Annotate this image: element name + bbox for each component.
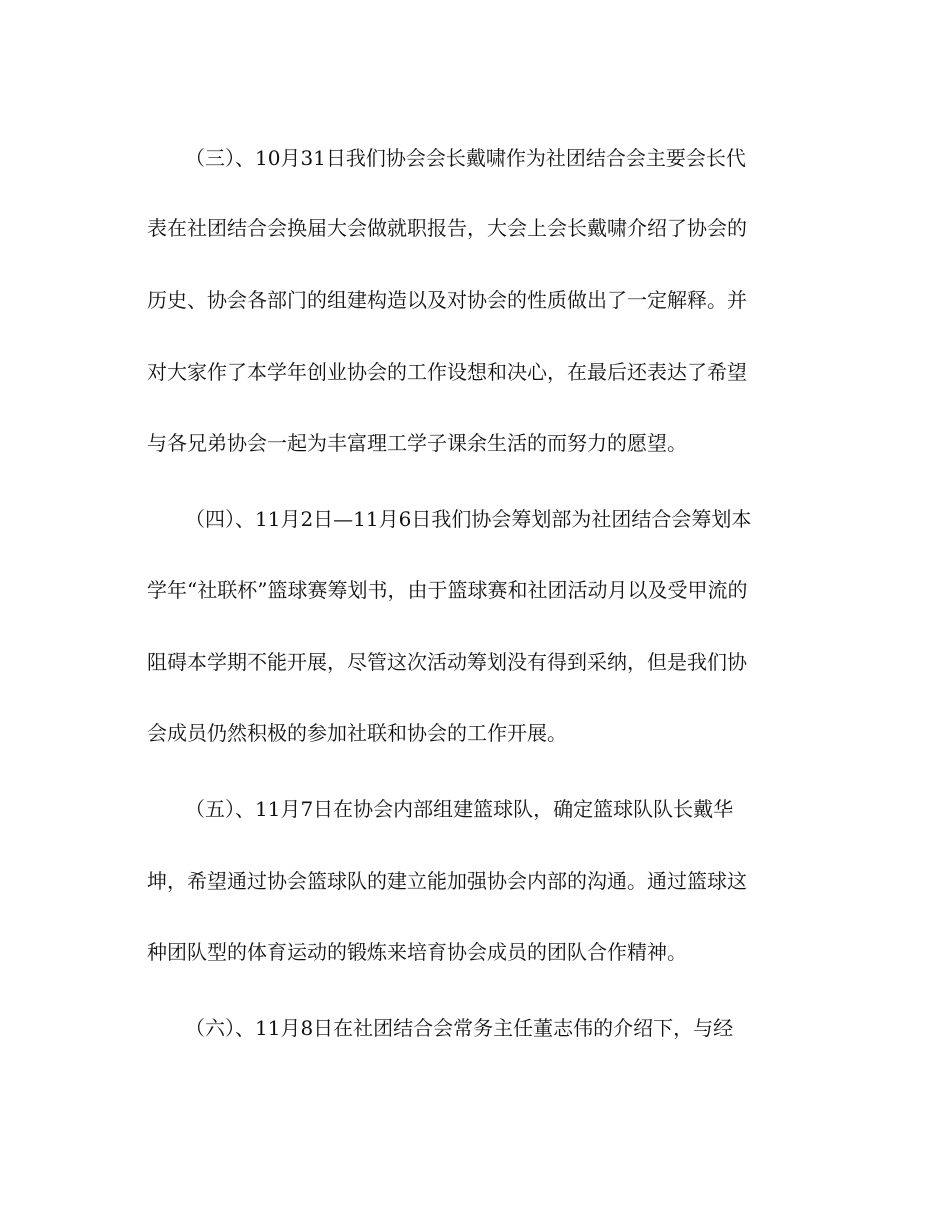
paragraph-3-line-4: 对大家作了本学年创业协会的工作设想和决心，在最后还表达了希望 — [147, 360, 747, 384]
paragraph-5-line-3: 种团队型的体育运动的锻炼来培育协会成员的团队合作精神。 — [147, 940, 687, 964]
paragraph-5-line-2: 坤，希望通过协会篮球队的建立能加强协会内部的沟通。通过篮球这 — [147, 869, 747, 893]
paragraph-3-line-5: 与各兄弟协会一起为丰富理工学子课余生活的而努力的愿望。 — [147, 431, 687, 455]
paragraph-4-line-4: 会成员仍然积极的参加社联和协会的工作开展。 — [147, 721, 567, 745]
paragraph-4-line-2: 学年“社联杯”篮球赛筹划书，由于篮球赛和社团活动月以及受甲流的 — [147, 578, 748, 602]
paragraph-4-line-1: （四）、11月2日—11月6日我们协会筹划部为社团结合会筹划本 — [185, 507, 752, 531]
paragraph-5-line-1: （五）、11月7日在协会内部组建篮球队，确定篮球队队长戴华 — [185, 797, 734, 821]
paragraph-3-line-2: 表在社团结合会换届大会做就职报告，大会上会长戴啸介绍了协会的 — [147, 216, 747, 240]
paragraph-3-line-3: 历史、协会各部门的组建构造以及对协会的性质做出了一定解释。并 — [147, 288, 747, 312]
paragraph-4-line-3: 阻碍本学期不能开展，尽管这次活动筹划没有得到采纳，但是我们协 — [147, 650, 747, 674]
paragraph-3-line-1: （三）、10月31日我们协会会长戴啸作为社团结合会主要会长代 — [185, 146, 746, 170]
paragraph-6-line-1: （六）、11月8日在社团结合会常务主任董志伟的介绍下，与经 — [185, 1016, 734, 1040]
